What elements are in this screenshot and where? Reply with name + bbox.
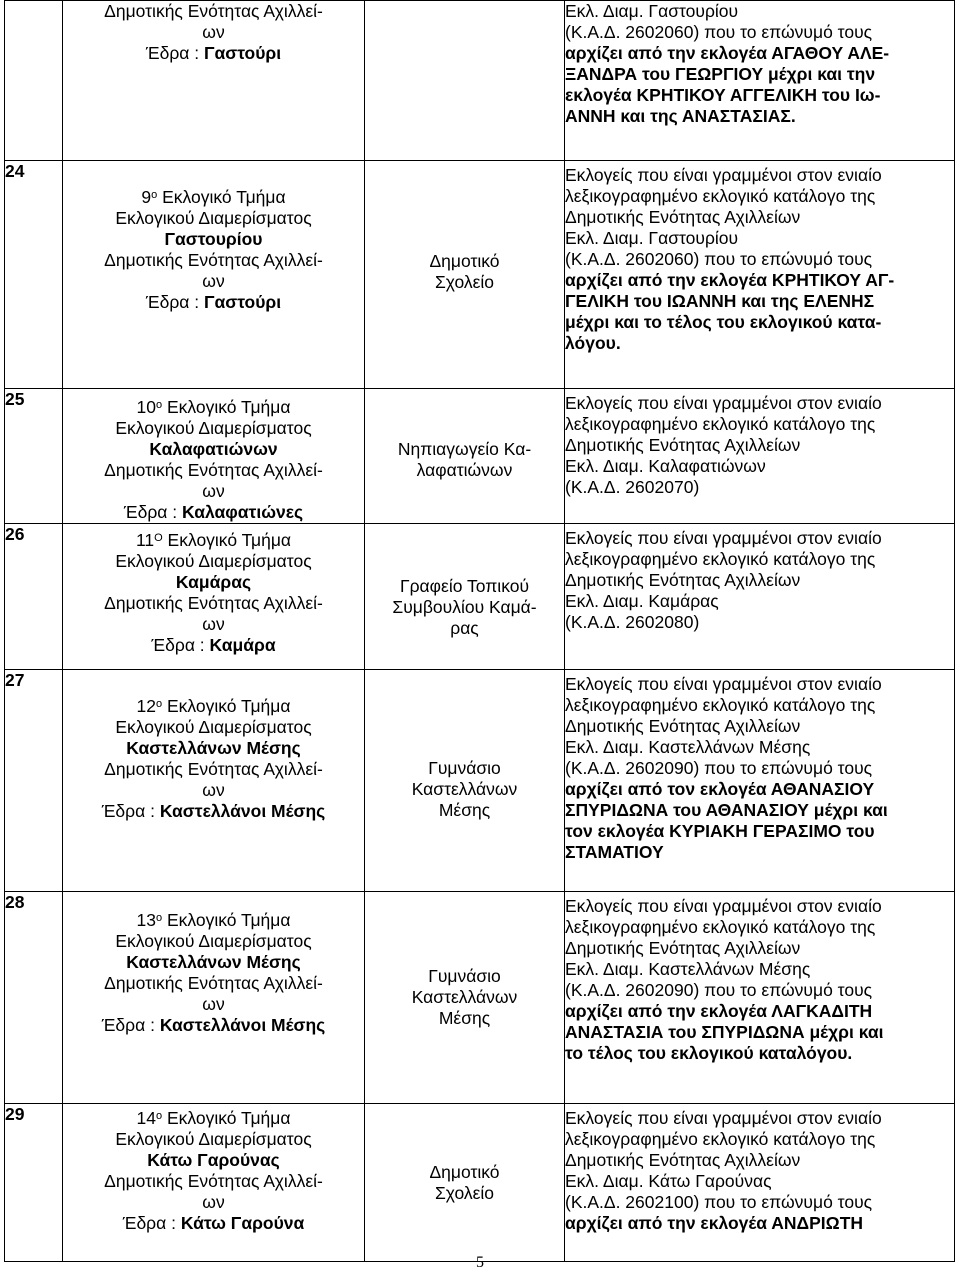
section-cell (63, 892, 365, 1104)
seat-label: Έδρα : (151, 635, 210, 655)
desc-bold-line: ΑΝΝΗ και της ΑΝΑΣΤΑΣΙΑΣ. (565, 106, 796, 126)
district-name: Γαστουρίου (164, 229, 263, 249)
seat-name: Καμάρα (209, 635, 276, 655)
desc-bold-line: λόγου. (565, 333, 621, 353)
desc-line: (Κ.Α.Δ. 2602100) που το επώνυμό τους (565, 1192, 873, 1212)
description-block (565, 389, 954, 498)
district-type: Εκλογικού Διαμερίσματος (115, 1129, 312, 1149)
municipal-unit-cont: ων (202, 614, 225, 634)
desc-line: (Κ.Α.Δ. 2602080) (565, 612, 700, 632)
desc-bold-line: τον εκλογέα ΚΥΡΙΑΚΗ ΓΕΡΑΣΙΜΟ του (565, 821, 875, 841)
municipal-unit-cont: ων (202, 22, 225, 42)
section-block (63, 892, 364, 1036)
venue-line: Δημοτικό (429, 251, 500, 271)
desc-line: Δημοτικής Ενότητας Αχιλλείων (565, 1150, 801, 1170)
seat-line (63, 635, 364, 656)
desc-line: λεξικογραφημένο εκλογικό κατάλογο της (565, 1129, 876, 1149)
table-row (5, 524, 955, 670)
desc-line: Δημοτικής Ενότητας Αχιλλείων (565, 207, 801, 227)
venue-line: λαφατιώνων (416, 460, 513, 480)
section-cell (63, 670, 365, 892)
seat-label: Έδρα : (101, 1015, 160, 1035)
desc-bold-line: ΑΝΑΣΤΑΣΙΑ του ΣΠΥΡΙΔΩΝΑ μέχρι και (565, 1022, 884, 1042)
desc-line: Εκλ. Διαμ. Καλαφατιώνων (565, 456, 766, 476)
description-block (565, 670, 954, 863)
desc-line: Εκλ. Διαμ. Καμάρας (565, 591, 719, 611)
district-type: Εκλογικού Διαμερίσματος (115, 717, 312, 737)
polling-stations-table (4, 0, 955, 1262)
venue-line: Γραφείο Τοπικού (399, 576, 530, 596)
venue-block (365, 524, 564, 639)
desc-bold-line: αρχίζει από την εκλογέα ΑΝΔΡΙΩΤΗ (565, 1213, 864, 1233)
seat-label: Έδρα : (123, 502, 182, 522)
section-ordinal-line (63, 530, 364, 551)
desc-bold-line: αρχίζει από την εκλογέα ΑΓΑΘΟΥ ΑΛΕ- (565, 43, 890, 63)
table-row (5, 892, 955, 1104)
venue-line: Νηπιαγωγείο Κα- (397, 439, 532, 459)
venue-block (365, 161, 564, 293)
ordinal-number: 12 (136, 696, 156, 716)
district-type: Εκλογικού Διαμερίσματος (115, 551, 312, 571)
venue-line: Μέσης (438, 800, 491, 820)
section-cell (63, 1, 365, 161)
table-row (5, 1, 955, 161)
desc-line: λεξικογραφημένο εκλογικό κατάλογο της (565, 695, 876, 715)
seat-line (63, 1213, 364, 1234)
desc-bold-line: ΣΤΑΜΑΤΙΟΥ (565, 842, 664, 862)
desc-line: Εκλογείς που είναι γραμμένοι στον ενιαίο (565, 528, 882, 548)
municipal-unit: Δημοτικής Ενότητας Αχιλλεί- (104, 460, 323, 480)
section-type: Εκλογικό Τμήμα (162, 1108, 291, 1128)
seat-line (63, 292, 364, 313)
row-number: 26 (5, 524, 63, 670)
section-ordinal-line (63, 397, 364, 418)
description-cell (565, 892, 955, 1104)
description-block (565, 892, 954, 1064)
municipal-unit-cont: ων (202, 271, 225, 291)
desc-line: λεξικογραφημένο εκλογικό κατάλογο της (565, 549, 876, 569)
venue-line: Συμβουλίου Καμά- (392, 597, 537, 617)
section-type: Εκλογικό Τμήμα (162, 910, 291, 930)
desc-bold-line: ΣΠΥΡΙΔΩΝΑ του ΑΘΑΝΑΣΙΟΥ μέχρι και (565, 800, 888, 820)
desc-line: (Κ.Α.Δ. 2602060) που το επώνυμό τους (565, 249, 873, 269)
venue-line: Γυμνάσιο (428, 966, 501, 986)
section-block (63, 389, 364, 523)
district-name: Καμάρας (175, 572, 252, 592)
desc-bold-line: ΓΕΛΙΚΗ του ΙΩΑΝΝΗ και της ΕΛΕΝΗΣ (565, 291, 875, 311)
row-number: 24 (5, 161, 63, 389)
seat-name: Γαστούρι (203, 43, 282, 63)
seat-label: Έδρα : (145, 43, 204, 63)
description-cell (565, 161, 955, 389)
venue-line: Καστελλάνων (411, 987, 518, 1007)
district-name: Κάτω Γαρούνας (147, 1150, 280, 1170)
table-row (5, 161, 955, 389)
desc-line: Δημοτικής Ενότητας Αχιλλείων (565, 435, 801, 455)
seat-line (63, 1015, 364, 1036)
desc-line: λεξικογραφημένο εκλογικό κατάλογο της (565, 414, 876, 434)
desc-line: Δημοτικής Ενότητας Αχιλλείων (565, 938, 801, 958)
seat-label: Έδρα : (145, 292, 204, 312)
desc-line: λεξικογραφημένο εκλογικό κατάλογο της (565, 917, 876, 937)
desc-line: λεξικογραφημένο εκλογικό κατάλογο της (565, 186, 876, 206)
seat-name: Γαστούρι (203, 292, 282, 312)
desc-bold-line: αρχίζει από την εκλογέα ΚΡΗΤΙΚΟΥ ΑΓ- (565, 270, 895, 290)
venue-cell (365, 670, 565, 892)
desc-line: Εκλογείς που είναι γραμμένοι στον ενιαίο (565, 1108, 882, 1128)
desc-line: Εκλογείς που είναι γραμμένοι στον ενιαίο (565, 393, 882, 413)
venue-cell (365, 161, 565, 389)
section-block (63, 670, 364, 822)
venue-cell (365, 389, 565, 524)
municipal-unit-cont: ων (202, 1192, 225, 1212)
municipal-unit-cont: ων (202, 481, 225, 501)
venue-cell (365, 892, 565, 1104)
ordinal-number: 14 (136, 1108, 156, 1128)
municipal-unit-cont: ων (202, 994, 225, 1014)
desc-line: (Κ.Α.Δ. 2602060) που το επώνυμό τους (565, 22, 873, 42)
desc-bold-line: το τέλος του εκλογικού καταλόγου. (565, 1043, 853, 1063)
desc-line: (Κ.Α.Δ. 2602070) (565, 477, 700, 497)
desc-line: Εκλ. Διαμ. Καστελλάνων Μέσης (565, 959, 811, 979)
desc-bold-line: μέχρι και το τέλος του εκλογικού κατα- (565, 312, 882, 332)
section-type: Εκλογικό Τμήμα (162, 696, 291, 716)
section-cell (63, 1104, 365, 1262)
section-block (63, 1104, 364, 1234)
venue-line: Σχολείο (434, 272, 495, 292)
row-number: 29 (5, 1104, 63, 1262)
ordinal-suffix: ο (155, 1110, 163, 1122)
ordinal-suffix: ο (155, 698, 163, 710)
district-type: Εκλογικού Διαμερίσματος (115, 418, 312, 438)
seat-name: Καστελλάνοι Μέσης (159, 801, 326, 821)
venue-line: Δημοτικό (429, 1162, 500, 1182)
district-type: Εκλογικού Διαμερίσματος (115, 208, 312, 228)
municipal-unit: Δημοτικής Ενότητας Αχιλλεί- (104, 759, 323, 779)
venue-line: Γυμνάσιο (428, 758, 501, 778)
desc-line: (Κ.Α.Δ. 2602090) που το επώνυμό τους (565, 758, 873, 778)
ordinal-number: 13 (136, 910, 156, 930)
ordinal-suffix: ο (155, 912, 163, 924)
municipal-unit-cont: ων (202, 780, 225, 800)
seat-name: Καλαφατιώνες (181, 502, 304, 522)
seat-name: Καστελλάνοι Μέσης (159, 1015, 326, 1035)
desc-line: Δημοτικής Ενότητας Αχιλλείων (565, 716, 801, 736)
venue-cell (365, 1, 565, 161)
desc-line: Εκλ. Διαμ. Καστελλάνων Μέσης (565, 737, 811, 757)
district-type: Εκλογικού Διαμερίσματος (115, 931, 312, 951)
description-cell (565, 524, 955, 670)
page-number: 5 (476, 1254, 484, 1271)
seat-line (63, 801, 364, 822)
venue-block (365, 670, 564, 821)
seat-label: Έδρα : (101, 801, 160, 821)
section-type: Εκλογικό Τμήμα (162, 530, 292, 550)
section-type: Εκλογικό Τμήμα (162, 397, 291, 417)
row-number: 28 (5, 892, 63, 1104)
seat-name: Κάτω Γαρούνα (180, 1213, 305, 1233)
desc-line: Εκλ. Διαμ. Κάτω Γαρούνας (565, 1171, 772, 1191)
venue-line: Μέσης (438, 1008, 491, 1028)
table-row (5, 670, 955, 892)
desc-bold-line: ΞΑΝΔΡΑ του ΓΕΩΡΓΙΟΥ μέχρι και την (565, 64, 876, 84)
section-ordinal-line (63, 187, 364, 208)
desc-bold-line: αρχίζει από τον εκλογέα ΑΘΑΝΑΣΙΟΥ (565, 779, 875, 799)
municipal-unit: Δημοτικής Ενότητας Αχιλλεί- (104, 593, 323, 613)
ordinal-number: 10 (136, 397, 156, 417)
section-cell (63, 161, 365, 389)
municipal-unit: Δημοτικής Ενότητας Αχιλλεί- (104, 1, 323, 21)
venue-line: ρας (450, 618, 479, 638)
district-name: Καστελλάνων Μέσης (126, 738, 301, 758)
district-name: Καστελλάνων Μέσης (126, 952, 301, 972)
municipal-unit: Δημοτικής Ενότητας Αχιλλεί- (104, 250, 323, 270)
desc-line: Εκλογείς που είναι γραμμένοι στον ενιαίο (565, 674, 882, 694)
description-cell (565, 1, 955, 161)
desc-line: Εκλογείς που είναι γραμμένοι στον ενιαίο (565, 165, 882, 185)
desc-bold-line: εκλογέα ΚΡΗΤΙΚΟΥ ΑΓΓΕΛΙΚΗ του Ιω- (565, 85, 881, 105)
description-cell (565, 670, 955, 892)
description-block (565, 1104, 954, 1234)
ordinal-suffix: ο (155, 399, 163, 411)
ordinal-suffix: Ο (154, 532, 163, 544)
venue-block (365, 892, 564, 1029)
description-cell (565, 389, 955, 524)
desc-line: Δημοτικής Ενότητας Αχιλλείων (565, 570, 801, 590)
desc-line: (Κ.Α.Δ. 2602090) που το επώνυμό τους (565, 980, 873, 1000)
description-block (565, 161, 954, 354)
desc-line: Εκλ. Διαμ. Γαστουρίου (565, 1, 739, 21)
municipal-unit: Δημοτικής Ενότητας Αχιλλεί- (104, 1171, 323, 1191)
row-number (5, 1, 63, 161)
ordinal-number: 9 (141, 187, 152, 207)
venue-block (365, 389, 564, 481)
desc-line: Εκλογείς που είναι γραμμένοι στον ενιαίο (565, 896, 882, 916)
venue-line: Καστελλάνων (411, 779, 518, 799)
section-block (63, 161, 364, 313)
section-ordinal-line (63, 696, 364, 717)
table-row (5, 1104, 955, 1262)
ordinal-number: 11 (135, 530, 155, 550)
seat-line (63, 502, 364, 523)
venue-line: Σχολείο (434, 1183, 495, 1203)
municipal-unit: Δημοτικής Ενότητας Αχιλλεί- (104, 973, 323, 993)
seat-label: Έδρα : (122, 1213, 181, 1233)
table-row (5, 389, 955, 524)
ordinal-suffix: ο (151, 189, 158, 201)
section-ordinal-line (63, 1108, 364, 1129)
district-name: Καλαφατιώνων (149, 439, 278, 459)
description-block (565, 524, 954, 633)
desc-line: Εκλ. Διαμ. Γαστουρίου (565, 228, 739, 248)
section-ordinal-line (63, 910, 364, 931)
desc-bold-line: αρχίζει από την εκλογέα ΛΑΓΚΑΔΙΤΗ (565, 1001, 873, 1021)
section-type: Εκλογικό Τμήμα (157, 187, 286, 207)
row-number: 25 (5, 389, 63, 524)
section-cell (63, 524, 365, 670)
row-number: 27 (5, 670, 63, 892)
venue-cell (365, 1104, 565, 1262)
seat-line (63, 43, 364, 64)
venue-block (365, 1104, 564, 1204)
description-cell (565, 1104, 955, 1262)
venue-cell (365, 524, 565, 670)
section-block (63, 524, 364, 656)
section-cell (63, 389, 365, 524)
